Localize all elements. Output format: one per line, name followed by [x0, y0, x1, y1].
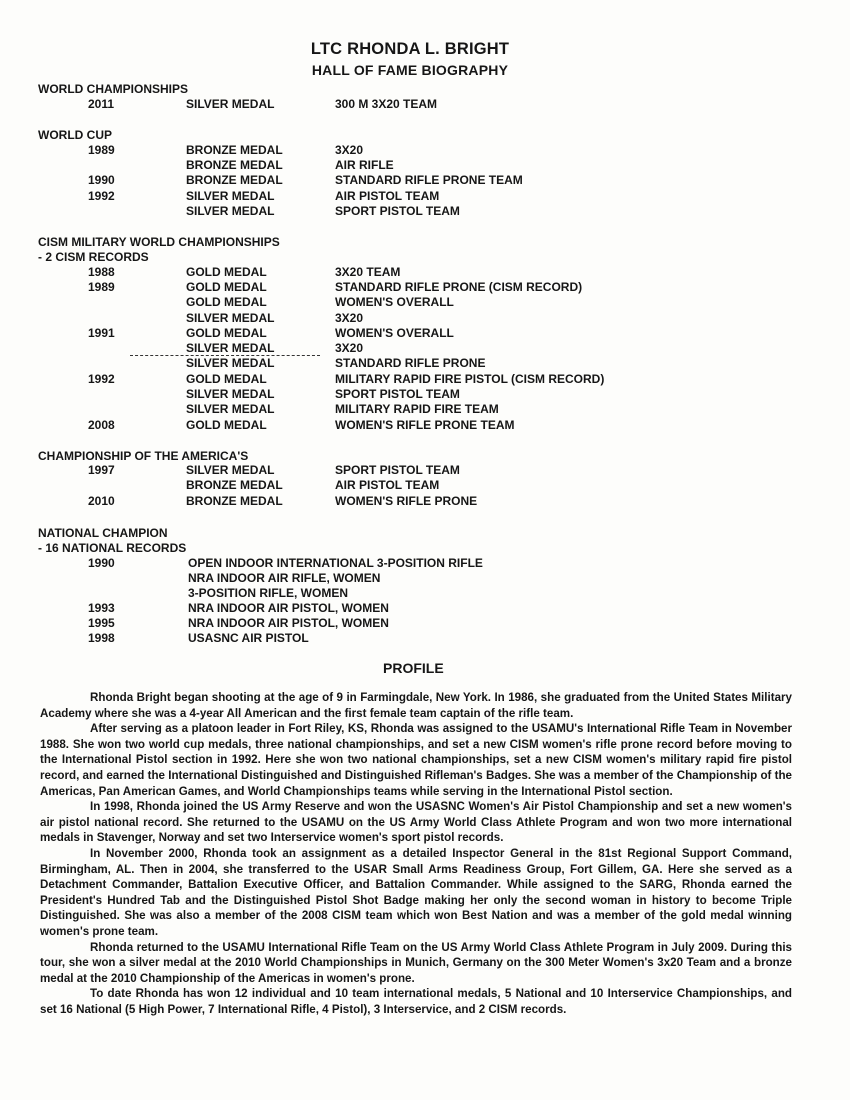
record-event: WOMEN'S RIFLE PRONE	[335, 494, 478, 508]
section-heading-world-cup: WORLD CUP	[38, 128, 112, 142]
record-event: NRA INDOOR AIR RIFLE, WOMEN	[188, 571, 381, 585]
section-heading-national: NATIONAL CHAMPION	[38, 526, 168, 540]
record-medal: SILVER MEDAL	[186, 402, 275, 416]
record-medal: GOLD MEDAL	[186, 326, 267, 340]
record-year: 1991	[88, 326, 115, 340]
profile-paragraph: Rhonda returned to the USAMU International Rifle Team on the US Army World Class Athlete Program in July 2009. During this tour, she won a silver medal at the 2010 World Championships in Munich, Germany on the 300 Meter Women's 3x20 Team and a bronze medal at the 2010 Championship of the Americas in women's prone.	[40, 940, 792, 985]
record-year: 1988	[88, 265, 115, 279]
record-medal: SILVER MEDAL	[186, 341, 275, 355]
record-event: STANDARD RIFLE PRONE	[335, 356, 486, 370]
record-year: 1992	[88, 372, 115, 386]
record-event: 300 M 3X20 TEAM	[335, 97, 438, 111]
record-event: 3X20 TEAM	[335, 265, 401, 279]
record-year: 1998	[88, 631, 115, 645]
record-medal: GOLD MEDAL	[186, 265, 267, 279]
record-event: SPORT PISTOL TEAM	[335, 463, 460, 477]
record-medal: SILVER MEDAL	[186, 189, 275, 203]
record-medal: SILVER MEDAL	[186, 356, 275, 370]
record-medal: BRONZE MEDAL	[186, 494, 283, 508]
section-heading-americas: CHAMPIONSHIP OF THE AMERICA'S	[38, 449, 249, 463]
record-event: 3X20	[335, 143, 364, 157]
record-medal: GOLD MEDAL	[186, 280, 267, 294]
profile-body	[40, 690, 792, 1017]
record-medal: BRONZE MEDAL	[186, 173, 283, 187]
record-event: 3X20	[335, 311, 364, 325]
record-medal: SILVER MEDAL	[186, 387, 275, 401]
record-event: USASNC AIR PISTOL	[188, 631, 309, 645]
record-year: 1997	[88, 463, 115, 477]
record-event: AIR RIFLE	[335, 158, 394, 172]
record-event: STANDARD RIFLE PRONE TEAM	[335, 173, 523, 187]
record-event: 3X20	[335, 341, 364, 355]
profile-paragraph: In 1998, Rhonda joined the US Army Reserve and won the USASNC Women's Air Pistol Championship and set a new women's air pistol national record. She returned to the USAMU on the US Army World Class Athlete Program and won two more international medals in Stavenger, Norway and set two Interservice women's sport pistol records.	[40, 800, 792, 845]
section-heading-world-championships: WORLD CHAMPIONSHIPS	[38, 82, 188, 96]
record-year: 1995	[88, 616, 115, 630]
record-event: MILITARY RAPID FIRE TEAM	[335, 402, 499, 416]
record-event: AIR PISTOL TEAM	[335, 478, 440, 492]
profile-paragraph: To date Rhonda has won 12 individual and 10 team international medals, 5 National and 10 Interservice Championships, and set 16 National (5 High Power, 7 International Rifle, 4 Pistol), 3 Interservice, and 2 CISM records.	[40, 987, 792, 1016]
record-medal: GOLD MEDAL	[186, 418, 267, 432]
profile-paragraph: After serving as a platoon leader in Fort Riley, KS, Rhonda was assigned to the USAMU's International Rifle Team in November 1988. She won two world cup medals, three national championships, and set a new CISM women's rifle prone record before moving to the International Pistol section in 1992. Here she won two national championships, set a new CISM women's military rapid fire pistol record, and earned the International Distinguished and Distinguished Rifleman's Badges. She was a member of the Championship of the Americas, Pan American Games, and World Championships teams while serving in the International Pistol section.	[40, 722, 792, 798]
profile-paragraph: Rhonda Bright began shooting at the age of 9 in Farmingdale, New York. In 1986, she graduated from the United States Military Academy where she was a 4-year All American and the first female team captain of the rifle team.	[40, 691, 792, 720]
record-event: SPORT PISTOL TEAM	[335, 204, 460, 218]
record-medal: SILVER MEDAL	[186, 204, 275, 218]
section-subheading-cism: - 2 CISM RECORDS	[38, 250, 149, 264]
document-subtitle: HALL OF FAME BIOGRAPHY	[311, 62, 509, 78]
record-medal: SILVER MEDAL	[186, 311, 275, 325]
record-medal: BRONZE MEDAL	[186, 143, 283, 157]
record-medal: SILVER MEDAL	[186, 463, 275, 477]
record-event: OPEN INDOOR INTERNATIONAL 3-POSITION RIFLE	[188, 556, 483, 570]
profile-heading: PROFILE	[383, 660, 444, 676]
record-medal: SILVER MEDAL	[186, 97, 275, 111]
record-event: NRA INDOOR AIR PISTOL, WOMEN	[188, 601, 389, 615]
record-event: SPORT PISTOL TEAM	[335, 387, 460, 401]
record-year: 2011	[88, 97, 115, 111]
section-heading-cism: CISM MILITARY WORLD CHAMPIONSHIPS	[38, 235, 280, 249]
record-year: 1992	[88, 189, 115, 203]
record-medal: BRONZE MEDAL	[186, 158, 283, 172]
record-medal: GOLD MEDAL	[186, 372, 267, 386]
profile-paragraph: In November 2000, Rhonda took an assignment as a detailed Inspector General in the 81st Regional Support Command, Birmingham, AL. Then in 2004, she transferred to the USAR Small Arms Readiness Group, Fort Gillem, GA. Here she served as a Detachment Commander, Battalion Executive Officer, and Battalion Commander. While assigned to the SARG, Rhonda earned the President's Hundred Tab and the Distinguished Pistol Shot Badge making her only the second woman in history to become Triple Distinguished. She was also a member of the 2008 CISM team which won Best Nation and was a member of the gold medal winning women's prone team.	[40, 846, 792, 938]
record-event: 3-POSITION RIFLE, WOMEN	[188, 586, 349, 600]
record-event: WOMEN'S RIFLE PRONE TEAM	[335, 418, 515, 432]
record-year: 1990	[88, 556, 115, 570]
record-event: MILITARY RAPID FIRE PISTOL (CISM RECORD)	[335, 372, 605, 386]
record-year: 1993	[88, 601, 115, 615]
record-event: WOMEN'S OVERALL	[335, 326, 454, 340]
section-subheading-national: - 16 NATIONAL RECORDS	[38, 541, 187, 555]
record-year: 1990	[88, 173, 115, 187]
record-year: 2010	[88, 494, 115, 508]
record-year: 1989	[88, 143, 115, 157]
document-title: LTC RHONDA L. BRIGHT	[310, 40, 510, 58]
record-event: STANDARD RIFLE PRONE (CISM RECORD)	[335, 280, 583, 294]
record-event: AIR PISTOL TEAM	[335, 189, 440, 203]
record-year: 1989	[88, 280, 115, 294]
record-event: NRA INDOOR AIR PISTOL, WOMEN	[188, 616, 389, 630]
record-year: 2008	[88, 418, 115, 432]
record-medal: GOLD MEDAL	[186, 295, 267, 309]
record-medal: BRONZE MEDAL	[186, 478, 283, 492]
record-event: WOMEN'S OVERALL	[335, 295, 454, 309]
